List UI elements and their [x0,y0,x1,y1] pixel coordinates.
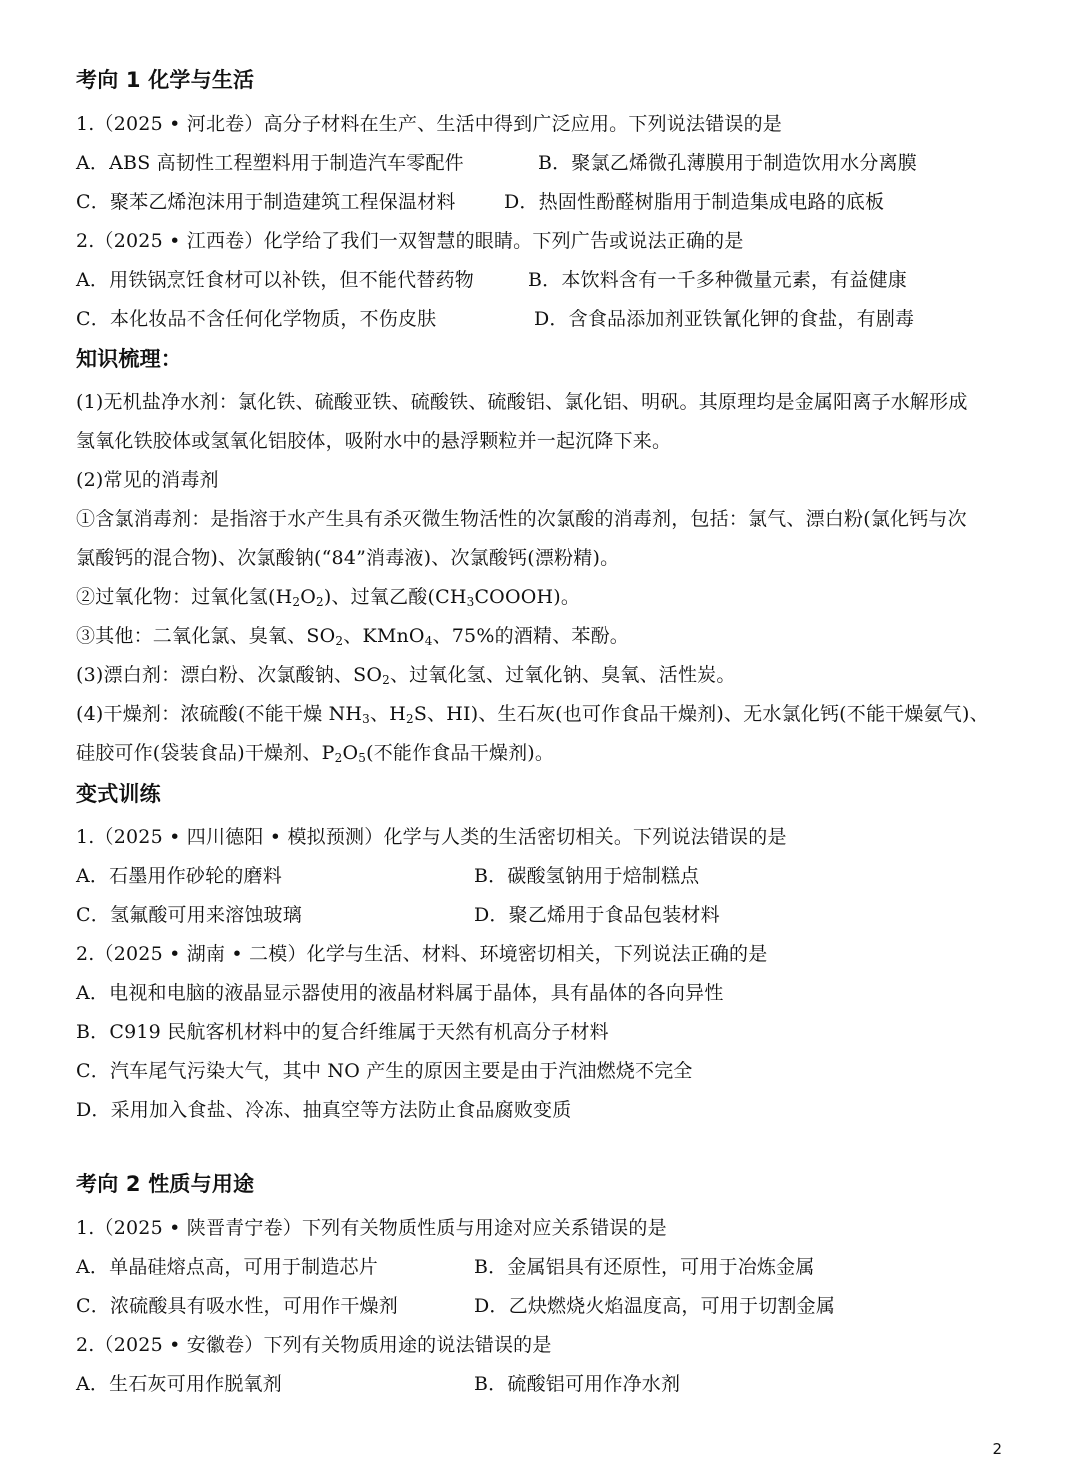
option-a: A．电视和电脑的液晶显示器使用的液晶材料属于晶体，具有晶体的各向异性 [76,982,724,1004]
section-title: 考向 2 性质与用途 [76,1172,255,1196]
knowledge-paragraph: 氯酸钙的混合物)、次氯酸钠(“84”消毒液)、次氯酸钙(漂粉精)。 [76,547,620,569]
knowledge-paragraph: (2)常见的消毒剂 [76,469,219,491]
option-b: B．本饮料含有一千多种微量元素，有益健康 [528,269,907,291]
question-stem: 2.（2025 • 湖南 • 二模）化学与生活、材料、环境密切相关，下列说法正确的是 [76,943,768,965]
question-stem: 2.（2025 • 安徽卷）下列有关物质用途的说法错误的是 [76,1334,552,1356]
option-c: C．汽车尾气污染大气，其中 NO 产生的原因主要是由于汽油燃烧不完全 [76,1060,693,1082]
option-d: D．聚乙烯用于食品包装材料 [474,904,720,926]
option-b: B．C919 民航客机材料中的复合纤维属于天然有机高分子材料 [76,1021,609,1043]
knowledge-paragraph: 硅胶可作(袋装食品)干燥剂、$P_2O_5$(不能作食品干燥剂)。 [76,742,555,765]
knowledge-paragraph: ③其他：二氧化氯、臭氧、$SO_2$、KMnO$_4$、75%的酒精、苯酚。 [76,625,629,648]
section-title: 考向 1 化学与生活 [76,68,255,92]
option-c: C．本化妆品不含任何化学物质，不伤皮肤 [76,308,437,330]
knowledge-paragraph: (3)漂白剂：漂白粉、次氯酸钠、$SO_2$、过氧化氢、过氧化钠、臭氧、活性炭。 [76,664,736,687]
question-stem: 1.（2025 • 河北卷）高分子材料在生产、生活中得到广泛应用。下列说法错误的是 [76,113,782,135]
option-b: B．碳酸氢钠用于焙制糕点 [474,865,700,887]
knowledge-paragraph: 氢氧化铁胶体或氢氧化铝胶体，吸附水中的悬浮颗粒并一起沉降下来。 [76,430,672,452]
practice-title: 变式训练 [76,782,161,806]
knowledge-paragraph: (4)干燥剂：浓硫酸(不能干燥 $NH_3$、$H_2S$、HI)、生石灰(也可作食品干燥剂)、无水氯化钙(不能干燥氨气)、 [76,703,989,726]
option-b: B．金属铝具有还原性，可用于冶炼金属 [474,1256,815,1278]
knowledge-paragraph: (1)无机盐净水剂：氯化铁、硫酸亚铁、硫酸铁、硫酸铝、氯化铝、明矾。其原理均是金属阳离子水解形成 [76,391,968,413]
question-stem: 1.（2025 • 陕晋青宁卷）下列有关物质性质与用途对应关系错误的是 [76,1217,667,1239]
page-number: 2 [992,1440,1002,1458]
knowledge-paragraph: ①含氯消毒剂：是指溶于水产生具有杀灭微生物活性的次氯酸的消毒剂，包括：氯气、漂白粉(氯化钙与次 [76,508,967,530]
option-a: A．ABS 高韧性工程塑料用于制造汽车零配件 [76,152,464,174]
question-stem: 2.（2025 • 江西卷）化学给了我们一双智慧的眼睛。下列广告或说法正确的是 [76,230,744,252]
option-b: B．聚氯乙烯微孔薄膜用于制造饮用水分离膜 [538,152,917,174]
option-a: A．石墨用作砂轮的磨料 [76,865,282,887]
option-a: A．用铁锅烹饪食材可以补铁，但不能代替药物 [76,269,474,291]
option-d: D．热固性酚醛树脂用于制造集成电路的底板 [504,191,885,213]
option-b: B．硫酸铝可用作净水剂 [474,1373,681,1395]
option-d: D．乙炔燃烧火焰温度高，可用于切割金属 [474,1295,836,1317]
knowledge-title: 知识梳理： [76,347,182,371]
option-c: C．聚苯乙烯泡沫用于制造建筑工程保温材料 [76,191,456,213]
option-d: D．含食品添加剂亚铁氰化钾的食盐，有剧毒 [534,308,915,330]
question-stem: 1.（2025 • 四川德阳 • 模拟预测）化学与人类的生活密切相关。下列说法错误的是 [76,826,787,848]
option-d: D．采用加入食盐、冷冻、抽真空等方法防止食品腐败变质 [76,1099,572,1121]
option-a: A．单晶硅熔点高，可用于制造芯片 [76,1256,378,1278]
knowledge-paragraph: ②过氧化物：过氧化氢$(H_2O_2)$、过氧乙酸$(CH_3COOOH)$。 [76,586,581,609]
option-c: C．浓硫酸具有吸水性，可用作干燥剂 [76,1295,398,1317]
option-c: C．氢氟酸可用来溶蚀玻璃 [76,904,302,926]
option-a: A．生石灰可用作脱氧剂 [76,1373,282,1395]
